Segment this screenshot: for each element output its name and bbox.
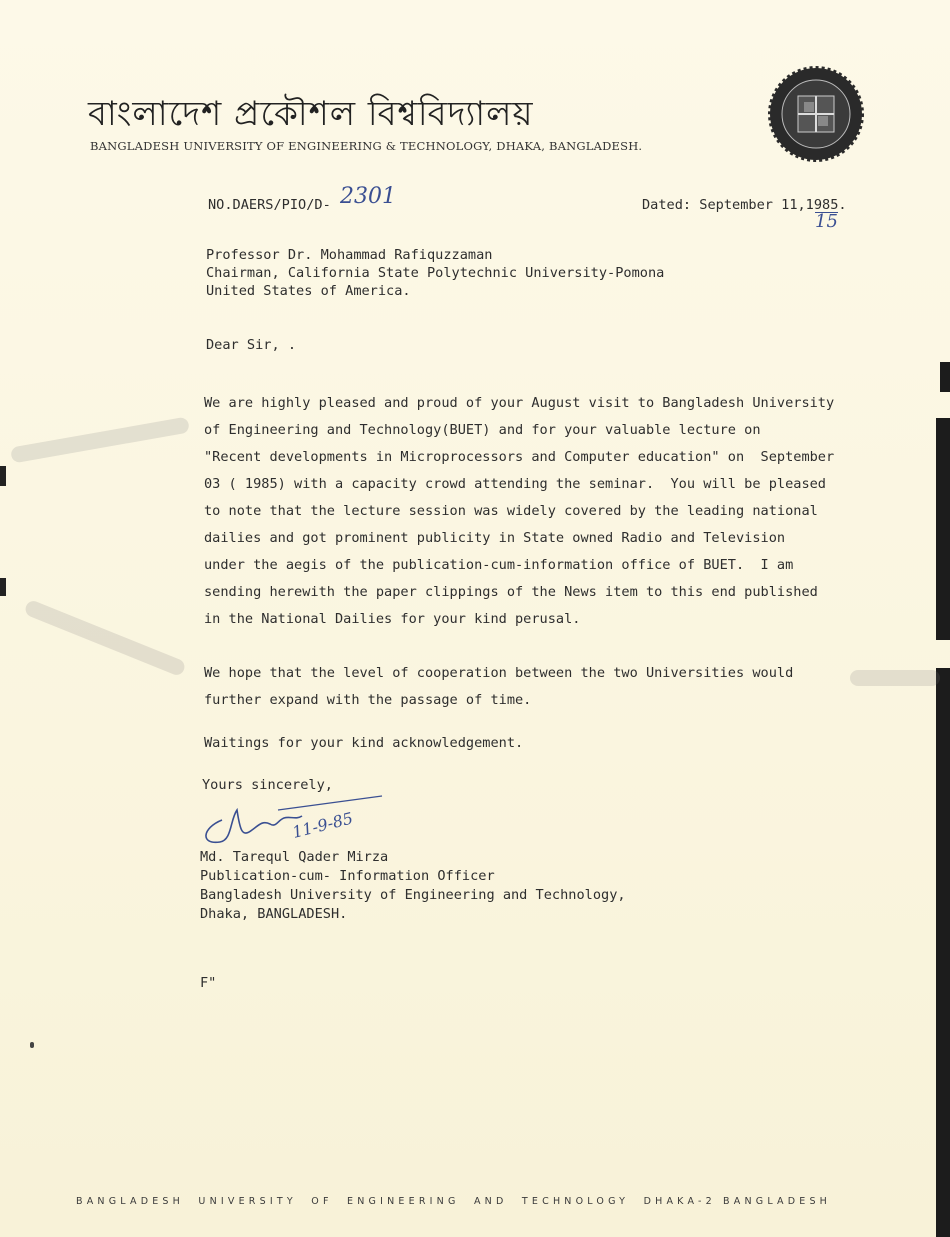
letterhead-bangla-title: বাংলাদেশ প্রকৌশল বিশ্ববিদ্যালয়: [88, 94, 534, 134]
typist-initials: F": [200, 975, 217, 991]
signatory-city: Dhaka, BANGLADESH.: [200, 906, 348, 922]
edge-mark: [0, 466, 6, 486]
body-line: in the National Dailies for your kind perusal.: [204, 611, 581, 627]
recipient-country: United States of America.: [206, 283, 411, 299]
handwritten-date-note: 15: [815, 211, 838, 232]
recipient-address: [206, 246, 664, 300]
signatory-title: Publication-cum- Information Officer: [200, 868, 495, 884]
binder-mark: [936, 418, 950, 640]
body-paragraph-1: [204, 390, 834, 633]
signature-date: 11-9-85: [290, 808, 355, 842]
letterhead-english-title: BANGLADESH UNIVERSITY OF ENGINEERING & TECHNOLOGY, DHAKA, BANGLADESH.: [90, 139, 643, 153]
university-seal-icon: [768, 66, 864, 162]
signatory-block: [200, 848, 626, 924]
edge-mark: [0, 578, 6, 596]
fold-smudge: [850, 670, 940, 686]
ink-spot: [30, 1042, 34, 1048]
body-paragraph-2: [204, 660, 793, 714]
recipient-title: Chairman, California State Polytechnic University-Pomona: [206, 265, 665, 281]
recipient-name: Professor Dr. Mohammad Rafiquzzaman: [206, 247, 493, 263]
handwritten-reference-number: 2301: [340, 184, 396, 209]
salutation: Dear Sir, .: [206, 337, 297, 353]
body-line: of Engineering and Technology(BUET) and for your valuable lecture on: [204, 422, 761, 438]
body-line: further expand with the passage of time.: [204, 692, 532, 708]
binder-mark: [940, 362, 950, 392]
body-line: 03 ( 1985) with a capacity crowd attending the seminar. You will be pleased: [204, 476, 826, 492]
body-line: under the aegis of the publication-cum-information office of BUET. I am: [204, 557, 794, 573]
reference-number: NO.DAERS/PIO/D-: [208, 197, 331, 213]
signatory-name: Md. Tarequl Qader Mirza: [200, 849, 389, 865]
fold-smudge: [23, 599, 187, 678]
binder-mark: [936, 668, 950, 1237]
letterhead-footer: BANGLADESH UNIVERSITY OF ENGINEERING AND TECHNOLOGY DHAKA-2 BANGLADESH: [76, 1196, 832, 1207]
body-line: dailies and got prominent publicity in State owned Radio and Television: [204, 530, 786, 546]
body-line: We hope that the level of cooperation between the two Universities would: [204, 665, 794, 681]
body-line: to note that the lecture session was widely covered by the leading national: [204, 503, 818, 519]
body-line: sending herewith the paper clippings of the News item to this end published: [204, 584, 818, 600]
body-line: "Recent developments in Microprocessors and Computer education" on September: [204, 449, 835, 465]
closing-request: Waitings for your kind acknowledgement.: [204, 735, 524, 751]
signatory-org: Bangladesh University of Engineering and Technology,: [200, 887, 626, 903]
complimentary-close: Yours sincerely,: [202, 777, 333, 793]
letter-date: Dated: September 11,1985.: [642, 197, 847, 213]
fold-smudge: [10, 416, 190, 463]
body-line: We are highly pleased and proud of your August visit to Bangladesh University: [204, 395, 835, 411]
